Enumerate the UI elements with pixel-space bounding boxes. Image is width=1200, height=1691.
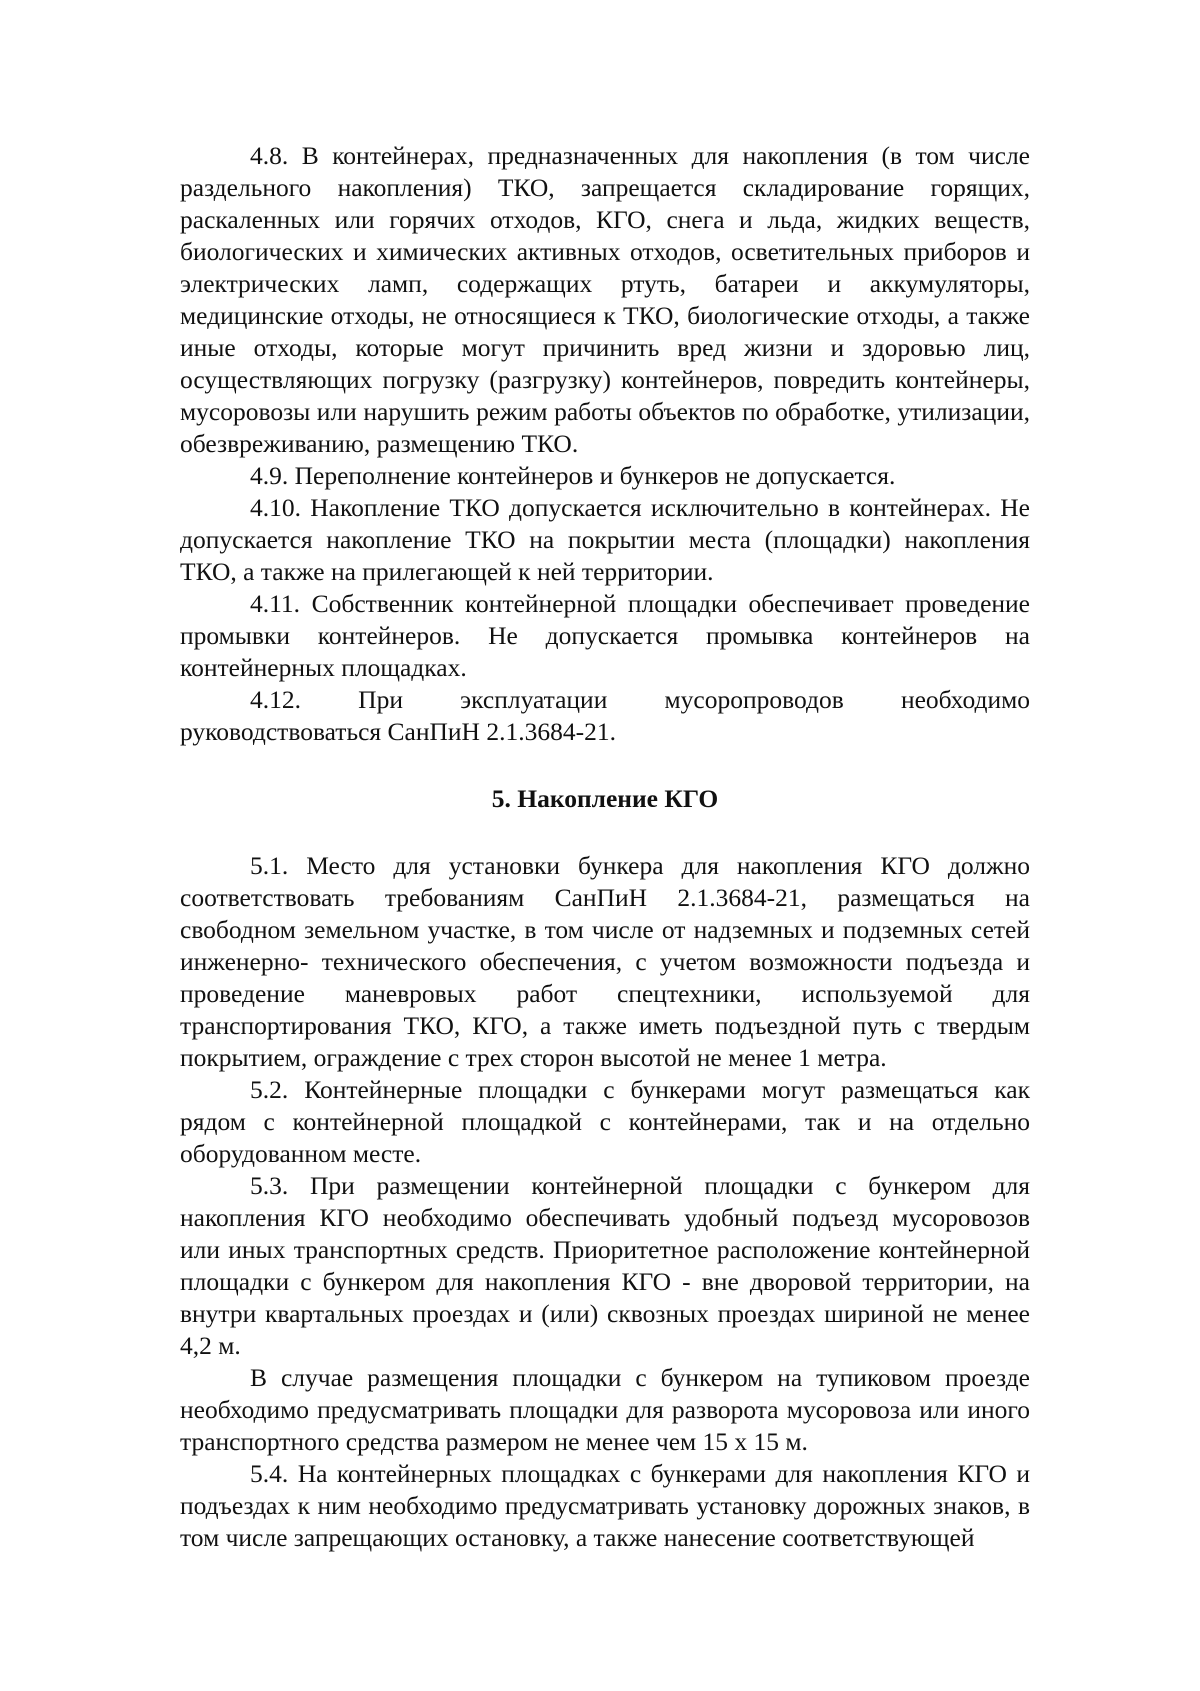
paragraph-5-4: 5.4. На контейнерных площадках с бункерами для накопления КГО и подъездах к ним необходимо предусматривать установку дорожных знаков, в том числе запрещающих остановку, а также нанесение соответствующей [180,1459,1030,1552]
paragraph-4-10: 4.10. Накопление ТКО допускается исключительно в контейнерах. Не допускается накопление ТКО на покрытии места (площадки) накопления ТКО, а также на прилегающей к ней территории. [180,493,1030,586]
paragraph-5-2: 5.2. Контейнерные площадки с бункерами могут размещаться как рядом с контейнерной площадкой с контейнерами, так и на отдельно оборудованном месте. [180,1075,1030,1168]
document-page [180,140,1030,1554]
paragraph-5-3-continued: В случае размещения площадки с бункером на тупиковом проезде необходимо предусматривать площадки для разворота мусоровоза или иного транспортного средства размером не менее чем 15 х 15 м. [180,1363,1030,1456]
paragraph-4-9: 4.9. Переполнение контейнеров и бункеров не допускается. [250,461,896,490]
paragraph-5-3: 5.3. При размещении контейнерной площадки с бункером для накопления КГО необходимо обеспечивать удобный подъезд мусоровозов или иных транспортных средств. Приоритетное расположение контейнерной площадки с бункером для накопления КГО - вне дворовой территории, на внутри квартальных проездах и (или) сквозных проездах шириной не менее 4,2 м. [180,1171,1030,1360]
paragraph-5-1: 5.1. Место для установки бункера для накопления КГО должно соответствовать требованиям СанПиН 2.1.3684-21, размещаться на свободном земельном участке, в том числе от надземных и подземных сетей инженерно- технического обеспечения, с учетом возможности подъезда и проведение маневровых работ спецтехники, используемой для транспортирования ТКО, КГО, а также иметь подъездной путь с твердым покрытием, ограждение с трех сторон высотой не менее 1 метра. [180,851,1030,1072]
paragraph-4-8: 4.8. В контейнерах, предназначенных для накопления (в том числе раздельного накопления) ТКО, запрещается складирование горящих, раскаленных или горячих отходов, КГО, снега и льда, жидких веществ, биологических и химических активных отходов, осветительных приборов и электрических ламп, содержащих ртуть, батареи и аккумуляторы, медицинские отходы, не относящиеся к ТКО, биологические отходы, а также иные отходы, которые могут причинить вред жизни и здоровью лиц, осуществляющих погрузку (разгрузку) контейнеров, повредить контейнеры, мусоровозы или нарушить режим работы объектов по обработке, утилизации, обезвреживанию, размещению ТКО. [180,141,1030,458]
paragraph-4-12: 4.12. При эксплуатации мусоропроводов необходимо руководствоваться СанПиН 2.1.3684-21. [180,685,1030,746]
section-5-heading: 5. Накопление КГО [491,784,719,813]
paragraph-4-11: 4.11. Собственник контейнерной площадки обеспечивает проведение промывки контейнеров. Не допускается промывка контейнеров на контейнерных площадках. [180,589,1030,682]
